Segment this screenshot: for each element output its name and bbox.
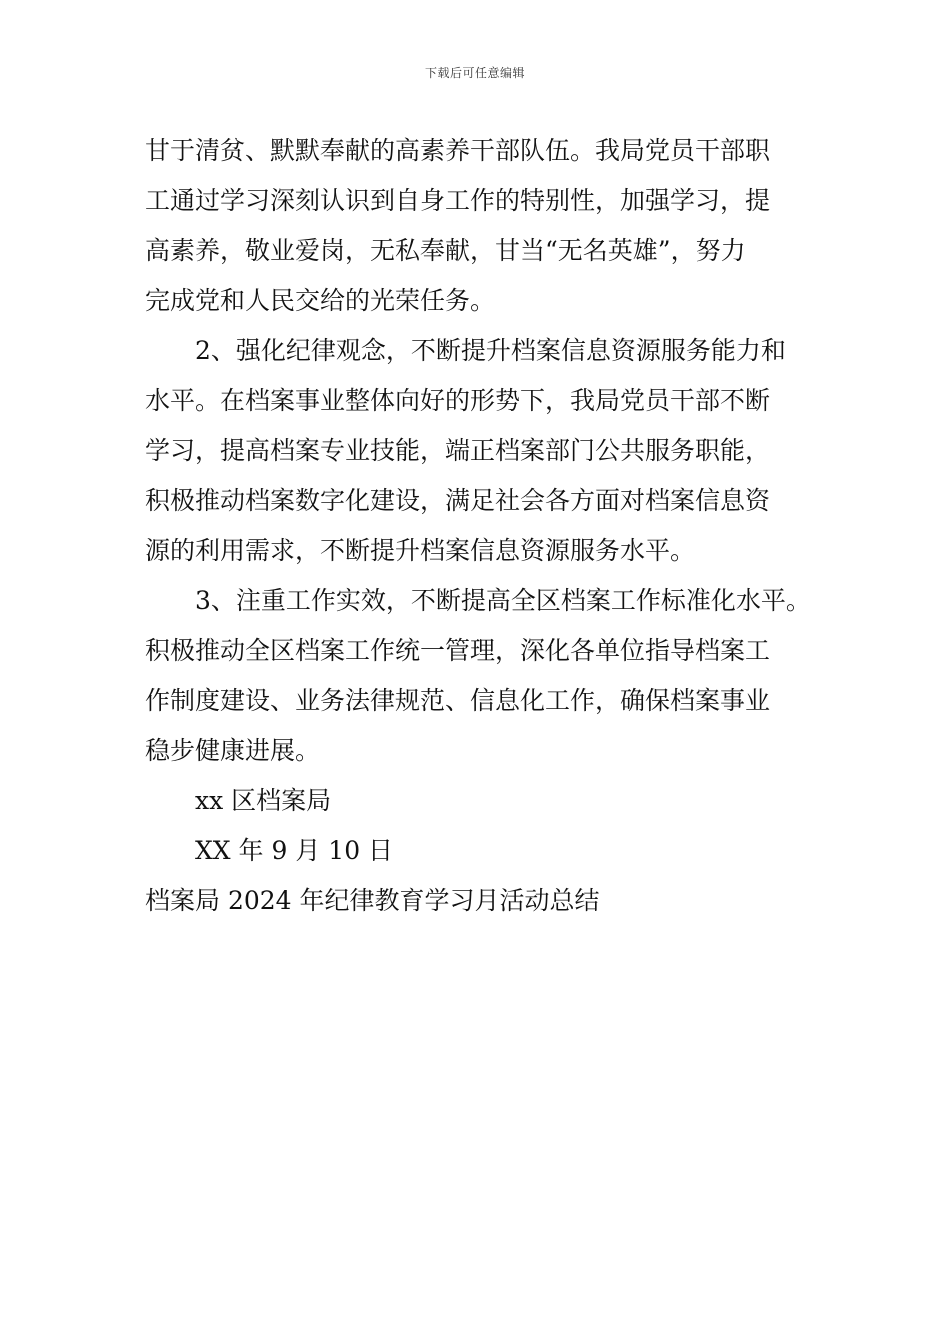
paragraph-line: 积极推动档案数字化建设，满足社会各方面对档案信息资 xyxy=(145,486,771,515)
signature-date: XX 年 9 月 10 日 xyxy=(195,836,394,865)
paragraph-line: 源的利用需求，不断提升档案信息资源服务水平。 xyxy=(145,536,696,565)
paragraph-line: 完成党和人民交给的光荣任务。 xyxy=(145,286,496,315)
paragraph-line: 水平。在档案事业整体向好的形势下，我局党员干部不断 xyxy=(145,386,771,415)
page-header: 下载后可任意编辑 xyxy=(424,66,525,80)
signature-organization: xx 区档案局 xyxy=(195,786,332,815)
paragraph-line: 2、强化纪律观念，不断提升档案信息资源服务能力和 xyxy=(195,336,786,365)
paragraph-line: 积极推动全区档案工作统一管理，深化各单位指导档案工 xyxy=(145,636,771,665)
paragraph-line: 高素养，敬业爱岗，无私奉献，甘当“无名英雄”，努力 xyxy=(145,236,746,265)
paragraph-line: 稳步健康进展。 xyxy=(145,736,321,765)
next-document-title: 档案局 2024 年纪律教育学习月活动总结 xyxy=(145,886,600,915)
document-body xyxy=(145,126,810,926)
paragraph-line: 3、注重工作实效，不断提高全区档案工作标准化水平。 xyxy=(195,586,811,615)
paragraph-line: 学习，提高档案专业技能，端正档案部门公共服务职能， xyxy=(145,436,771,465)
paragraph-line: 作制度建设、业务法律规范、信息化工作，确保档案事业 xyxy=(145,686,771,715)
paragraph-line: 甘于清贫、默默奉献的高素养干部队伍。我局党员干部职 xyxy=(145,136,771,165)
paragraph-line: 工通过学习深刻认识到自身工作的特别性，加强学习，提 xyxy=(145,186,771,215)
